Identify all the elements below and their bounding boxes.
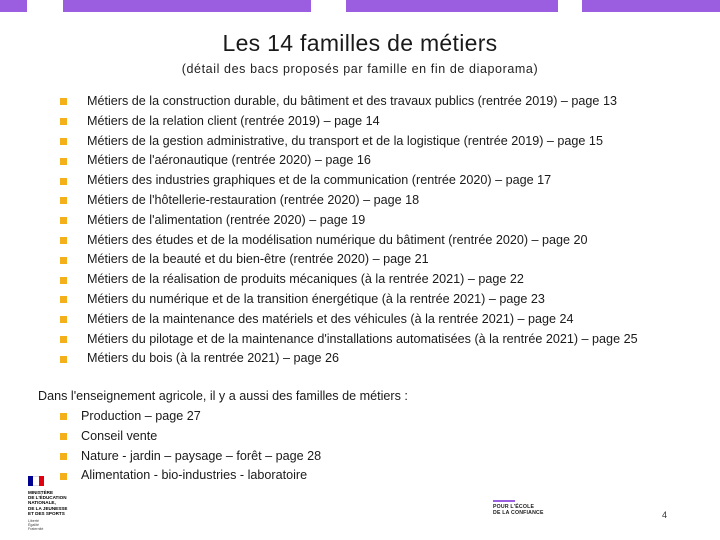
list-item — [60, 151, 638, 171]
list-item — [60, 92, 638, 112]
families-list — [60, 92, 638, 369]
ministry-name: MINISTÈRE DE L'ÉDUCATION NATIONALE, DE LA JEUNESSE ET DES SPORTS — [28, 490, 68, 516]
family-label: Métiers de la réalisation de produits mécaniques (à la rentrée 2021) – page 22 — [87, 272, 524, 287]
family-label: Métiers des études et de la modélisation numérique du bâtiment (rentrée 2020) – page 20 — [87, 232, 588, 247]
square-bullet-icon — [60, 178, 67, 185]
square-bullet-icon — [60, 336, 67, 343]
list-item — [60, 191, 638, 211]
family-label: Métiers du bois (à la rentrée 2021) – page 26 — [87, 351, 340, 366]
slide-title: Les 14 familles de métiers — [222, 30, 498, 56]
list-item — [60, 112, 638, 132]
top-decor-bar — [346, 0, 558, 12]
family-label: Métiers des industries graphiques et de la communication (rentrée 2020) – page 17 — [87, 173, 552, 188]
square-bullet-icon — [60, 316, 67, 323]
agricultural-label: Nature - jardin – paysage – forêt – page 28 — [81, 448, 322, 463]
top-decor-bar — [582, 0, 720, 12]
square-bullet-icon — [60, 257, 67, 264]
agricultural-label: Production – page 27 — [81, 409, 201, 423]
square-bullet-icon — [60, 197, 67, 204]
family-label: Métiers de la gestion administrative, du transport et de la logistique (rentrée 2019) – page 15 — [87, 133, 603, 148]
family-label: Métiers de l'hôtellerie-restauration (rentrée 2020) – page 18 — [87, 192, 420, 207]
family-label: Métiers de la maintenance des matériels et des véhicules (à la rentrée 2021) – page 24 — [87, 311, 574, 326]
slide-subtitle: (détail des bacs proposés par famille en fin de diaporama) — [181, 62, 539, 76]
square-bullet-icon — [60, 118, 67, 125]
family-label: Métiers du numérique et de la transition énergétique (à la rentrée 2021) – page 23 — [87, 291, 545, 306]
top-decor-bar — [63, 0, 311, 12]
list-item — [60, 310, 638, 330]
square-bullet-icon — [60, 158, 67, 165]
family-label: Métiers de la relation client (rentrée 2019) – page 14 — [87, 113, 380, 128]
square-bullet-icon — [60, 217, 67, 224]
list-item — [60, 270, 638, 290]
agricultural-intro: Dans l'enseignement agricole, il y a aussi des familles de métiers : — [38, 389, 408, 403]
square-bullet-icon — [60, 433, 67, 440]
family-label: Métiers de l'alimentation (rentrée 2020) – page 19 — [87, 212, 366, 227]
top-decor-bar — [0, 0, 27, 12]
list-item — [60, 427, 321, 447]
square-bullet-icon — [60, 296, 67, 303]
ministry-logo — [28, 476, 88, 532]
agricultural-label: Conseil vente — [81, 428, 158, 443]
family-label: Métiers de la construction durable, du bâtiment et des travaux publics (rentrée 2019) – page 13 — [87, 94, 617, 108]
square-bullet-icon — [60, 277, 67, 284]
agricultural-label: Alimentation - bio-industries - laboratoire — [81, 468, 308, 483]
ecole-confiance-logo — [493, 500, 583, 516]
square-bullet-icon — [60, 98, 67, 105]
list-item — [60, 466, 321, 486]
list-item — [60, 290, 638, 310]
square-bullet-icon — [60, 413, 67, 420]
page-number: 4 — [662, 510, 668, 520]
family-label: Métiers de la beauté et du bien-être (rentrée 2020) – page 21 — [87, 252, 429, 267]
list-item — [60, 349, 638, 369]
family-label: Métiers de l'aéronautique (rentrée 2020) – page 16 — [87, 153, 371, 168]
ecole-line-1: POUR L'ÉCOLE — [493, 504, 535, 510]
list-item — [60, 171, 638, 191]
ecole-line-2: DE LA CONFIANCE — [493, 510, 544, 516]
list-item — [60, 447, 321, 467]
republic-motto: Liberté Égalité Fraternité — [28, 519, 44, 532]
logo-accent-bar — [493, 500, 515, 502]
list-item — [60, 250, 638, 270]
square-bullet-icon — [60, 237, 67, 244]
list-item — [60, 132, 638, 152]
list-item — [60, 211, 638, 231]
list-item — [60, 407, 321, 427]
family-label: Métiers du pilotage et de la maintenance d'installations automatisées (à la rentrée 2021) – page 25 — [87, 331, 638, 346]
square-bullet-icon — [60, 453, 67, 460]
agricultural-list — [60, 407, 321, 486]
french-flag-icon — [28, 476, 44, 486]
square-bullet-icon — [60, 356, 67, 363]
square-bullet-icon — [60, 138, 67, 145]
list-item — [60, 231, 638, 251]
list-item — [60, 330, 638, 350]
